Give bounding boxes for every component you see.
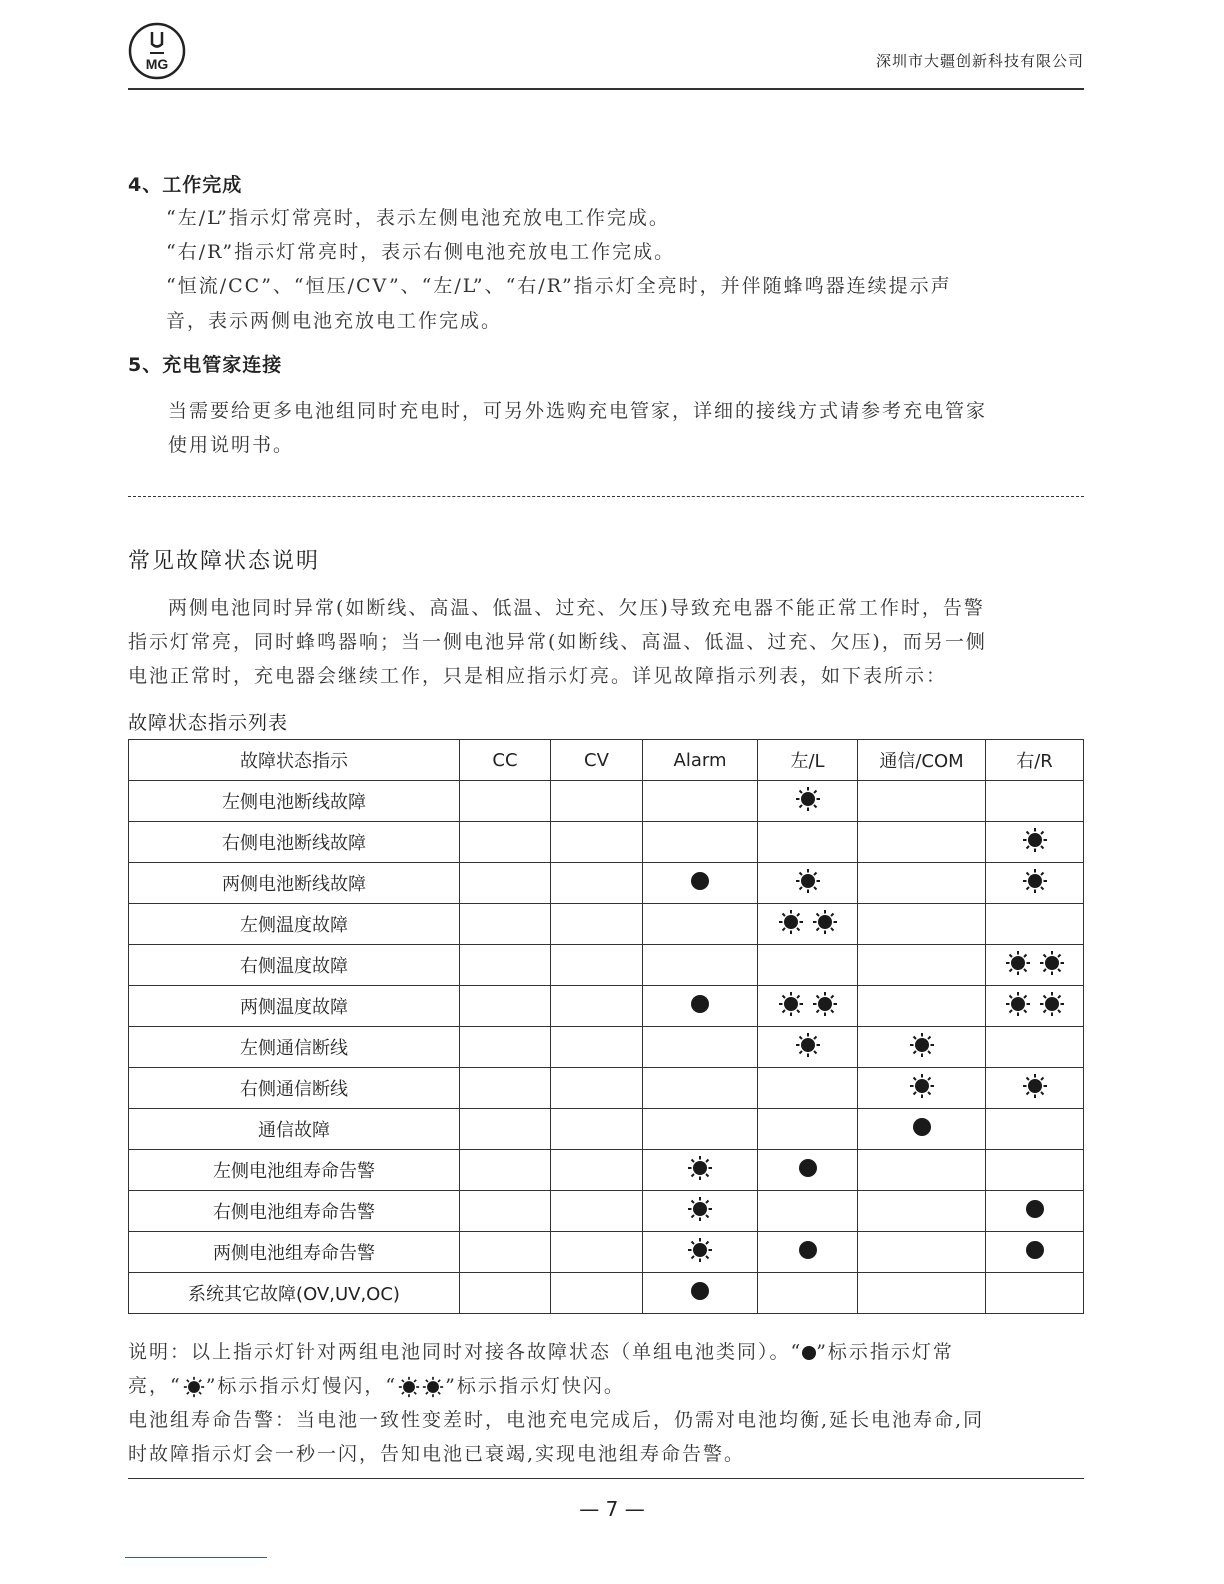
fault-name-cell: 两侧电池组寿命告警 [129,1232,460,1273]
slow-blink-indicator-icon [183,1376,205,1398]
logo-text: MG [145,56,169,72]
indicator-cell [643,1109,758,1150]
indicator-cell [460,1109,551,1150]
indicator-cell [551,1273,643,1314]
table-row [129,904,1084,945]
indicator-cell [758,1027,858,1068]
table-row [129,1068,1084,1109]
indicator-cell [758,1232,858,1273]
table-row [129,781,1084,822]
indicator-cell [986,781,1084,822]
note-line: 电池组寿命告警：当电池一致性变差时，电池充电完成后，仍需对电池均衡,延长电池寿命,同 [128,1409,985,1431]
indicator-cell [460,1027,551,1068]
indicator-cell [858,986,986,1027]
fast-blink-indicator-icon [398,1376,420,1398]
slow-blink-indicator-icon [1022,827,1048,853]
fast-blink-indicator-icon [812,909,838,935]
fault-name-cell: 左侧电池断线故障 [129,781,460,822]
indicator-cell [460,945,551,986]
page-number: — 7 — [579,1497,645,1521]
indicator-cell [551,1068,643,1109]
link-underline [125,1557,267,1558]
indicator-cell [460,1273,551,1314]
fast-blink-indicator-icon [778,991,804,1017]
indicator-cell [460,904,551,945]
footer-divider [128,1478,1084,1479]
fault-name-cell: 左侧电池组寿命告警 [129,1150,460,1191]
indicator-cell [986,1273,1084,1314]
indicator-cell [758,781,858,822]
table-row [129,945,1084,986]
section-4-line: “右/R”指示灯常亮时，表示右侧电池充放电工作完成。 [166,241,676,263]
fault-name-cell: 左侧温度故障 [129,904,460,945]
indicator-cell [858,904,986,945]
indicator-cell [460,986,551,1027]
section-5-heading: 5、充电管家连接 [128,354,283,376]
fast-blink-indicator-icon [1005,991,1031,1017]
section-divider [128,496,1084,497]
column-header: Alarm [643,740,758,781]
indicator-cell [758,822,858,863]
indicator-cell [858,1109,986,1150]
fault-name-cell: 两侧温度故障 [129,986,460,1027]
steady-on-indicator-icon [913,1118,931,1136]
indicator-cell [460,1232,551,1273]
column-header: CC [460,740,551,781]
slow-blink-indicator-icon [183,1376,205,1398]
indicator-cell [643,904,758,945]
indicator-cell [643,1150,758,1191]
column-header: 右/R [986,740,1084,781]
table-row [129,1109,1084,1150]
indicator-cell [986,945,1084,986]
steady-on-indicator-icon [799,1241,817,1259]
indicator-cell [986,1191,1084,1232]
indicator-cell [460,822,551,863]
indicator-cell [551,1191,643,1232]
table-body [129,781,1084,1314]
indicator-cell [758,863,858,904]
indicator-cell [858,1191,986,1232]
note-text: ”标示指示灯快闪。 [445,1375,625,1397]
indicator-cell [986,1109,1084,1150]
table-title: 故障状态指示列表 [128,712,289,734]
indicator-cell [460,863,551,904]
indicator-cell [986,986,1084,1027]
table-row [129,1191,1084,1232]
table-header-row [129,740,1084,781]
indicator-cell [758,904,858,945]
slow-blink-indicator-icon [1022,868,1048,894]
indicator-cell [460,781,551,822]
indicator-cell [986,863,1084,904]
indicator-cell [758,1068,858,1109]
table-row [129,863,1084,904]
table-row [129,1232,1084,1273]
indicator-cell [758,1273,858,1314]
table-row [129,1273,1084,1314]
indicator-cell [643,863,758,904]
indicator-cell [758,1109,858,1150]
indicator-cell [986,1068,1084,1109]
fast-blink-indicator-icon [778,909,804,935]
note-line: 时故障指示灯会一秒一闪，告知电池已衰竭,实现电池组寿命告警。 [128,1443,746,1465]
faults-intro-line: 指示灯常亮，同时蜂鸣器响；当一侧电池异常(如断线、高温、低温、过充、欠压)，而另一侧 [128,631,987,653]
slow-blink-indicator-icon [909,1073,935,1099]
indicator-cell [551,781,643,822]
indicator-cell [986,1027,1084,1068]
section-5-line: 当需要给更多电池组同时充电时，可另外选购充电管家，详细的接线方式请参考充电管家 [168,400,988,422]
steady-on-indicator-icon [691,995,709,1013]
fault-name-cell: 左侧通信断线 [129,1027,460,1068]
note-line [128,1337,954,1364]
indicator-cell [460,1191,551,1232]
indicator-cell [643,1191,758,1232]
indicator-cell [986,822,1084,863]
fast-blink-indicator-icon [1039,950,1065,976]
note-text: 说明：以上指示灯针对两组电池同时对接各故障状态（单组电池类同）。“ [128,1341,803,1363]
fast-blink-indicator-icon [812,991,838,1017]
steady-on-indicator-icon [799,1159,817,1177]
fault-name-cell: 两侧电池断线故障 [129,863,460,904]
fast-blink-indicator-icon [422,1376,444,1398]
note-line [128,1371,625,1398]
indicator-cell [551,1027,643,1068]
indicator-cell [858,945,986,986]
column-header: 通信/COM [858,740,986,781]
indicator-cell [460,1068,551,1109]
section-4-line: 音，表示两侧电池充放电工作完成。 [166,310,503,332]
steady-on-indicator-icon [802,1346,816,1360]
fault-name-cell: 右侧电池组寿命告警 [129,1191,460,1232]
fault-name-cell: 通信故障 [129,1109,460,1150]
steady-on-indicator-icon [1026,1200,1044,1218]
fault-name-cell: 系统其它故障(OV,UV,OC) [129,1273,460,1314]
note-text: 亮，“ [128,1375,182,1397]
indicator-cell [758,986,858,1027]
column-header: 故障状态指示 [129,740,460,781]
company-name: 深圳市大疆创新科技有限公司 [875,52,1084,70]
indicator-cell [643,1232,758,1273]
indicator-cell [758,1191,858,1232]
indicator-cell [643,945,758,986]
fault-table [128,739,1084,1314]
indicator-cell [858,1068,986,1109]
fast-blink-indicator-icon [422,1376,444,1398]
indicator-cell [858,863,986,904]
indicator-cell [643,781,758,822]
indicator-cell [551,822,643,863]
column-header: CV [551,740,643,781]
header-divider [128,88,1084,90]
indicator-cell [643,1273,758,1314]
indicator-cell [858,1232,986,1273]
indicator-cell [858,822,986,863]
table-row [129,822,1084,863]
fault-name-cell: 右侧温度故障 [129,945,460,986]
table-row [129,1150,1084,1191]
indicator-cell [643,986,758,1027]
indicator-cell [858,1273,986,1314]
slow-blink-indicator-icon [795,1032,821,1058]
indicator-cell [551,863,643,904]
slow-blink-indicator-icon [909,1032,935,1058]
table-row [129,986,1084,1027]
column-header: 左/L [758,740,858,781]
section-4-heading: 4、工作完成 [128,174,243,196]
indicator-cell [986,1150,1084,1191]
fast-blink-indicator-icon [398,1376,420,1398]
indicator-cell [551,986,643,1027]
indicator-cell [551,904,643,945]
indicator-cell [858,781,986,822]
indicator-cell [551,945,643,986]
faults-intro-line: 电池正常时，充电器会继续工作，只是相应指示灯亮。详见故障指示列表，如下表所示： [128,665,948,687]
slow-blink-indicator-icon [687,1196,713,1222]
section-4-line: “恒流/CC”、“恒压/CV”、“左/L”、“右/R”指示灯全亮时，并伴随蜂鸣器连续提示声 [166,275,952,297]
section-5-line: 使用说明书。 [168,434,295,456]
slow-blink-indicator-icon [687,1237,713,1263]
faults-intro-line: 两侧电池同时异常(如断线、高温、低温、过充、欠压)导致充电器不能正常工作时，告警 [168,597,985,619]
indicator-cell [460,1150,551,1191]
indicator-cell [551,1150,643,1191]
indicator-cell [986,904,1084,945]
slow-blink-indicator-icon [687,1155,713,1181]
faults-title: 常见故障状态说明 [128,549,321,574]
fault-name-cell: 右侧电池断线故障 [129,822,460,863]
indicator-cell [858,1027,986,1068]
note-text: ”标示指示灯慢闪，“ [205,1375,398,1397]
slow-blink-indicator-icon [795,786,821,812]
slow-blink-indicator-icon [1022,1073,1048,1099]
fault-name-cell: 右侧通信断线 [129,1068,460,1109]
indicator-cell [758,945,858,986]
indicator-cell [758,1150,858,1191]
indicator-cell [551,1232,643,1273]
indicator-cell [858,1150,986,1191]
steady-on-indicator-icon [1026,1241,1044,1259]
indicator-cell [551,1109,643,1150]
steady-on-indicator-icon [691,1282,709,1300]
company-logo [128,22,186,80]
fast-blink-indicator-icon [1005,950,1031,976]
section-4-line: “左/L”指示灯常亮时，表示左侧电池充放电工作完成。 [166,207,670,229]
table-row [129,1027,1084,1068]
steady-on-indicator-icon [691,872,709,890]
indicator-cell [643,1027,758,1068]
note-text: ”标示指示灯常 [816,1341,954,1363]
indicator-cell [643,822,758,863]
fast-blink-indicator-icon [1039,991,1065,1017]
slow-blink-indicator-icon [795,868,821,894]
indicator-cell [986,1232,1084,1273]
indicator-cell [643,1068,758,1109]
